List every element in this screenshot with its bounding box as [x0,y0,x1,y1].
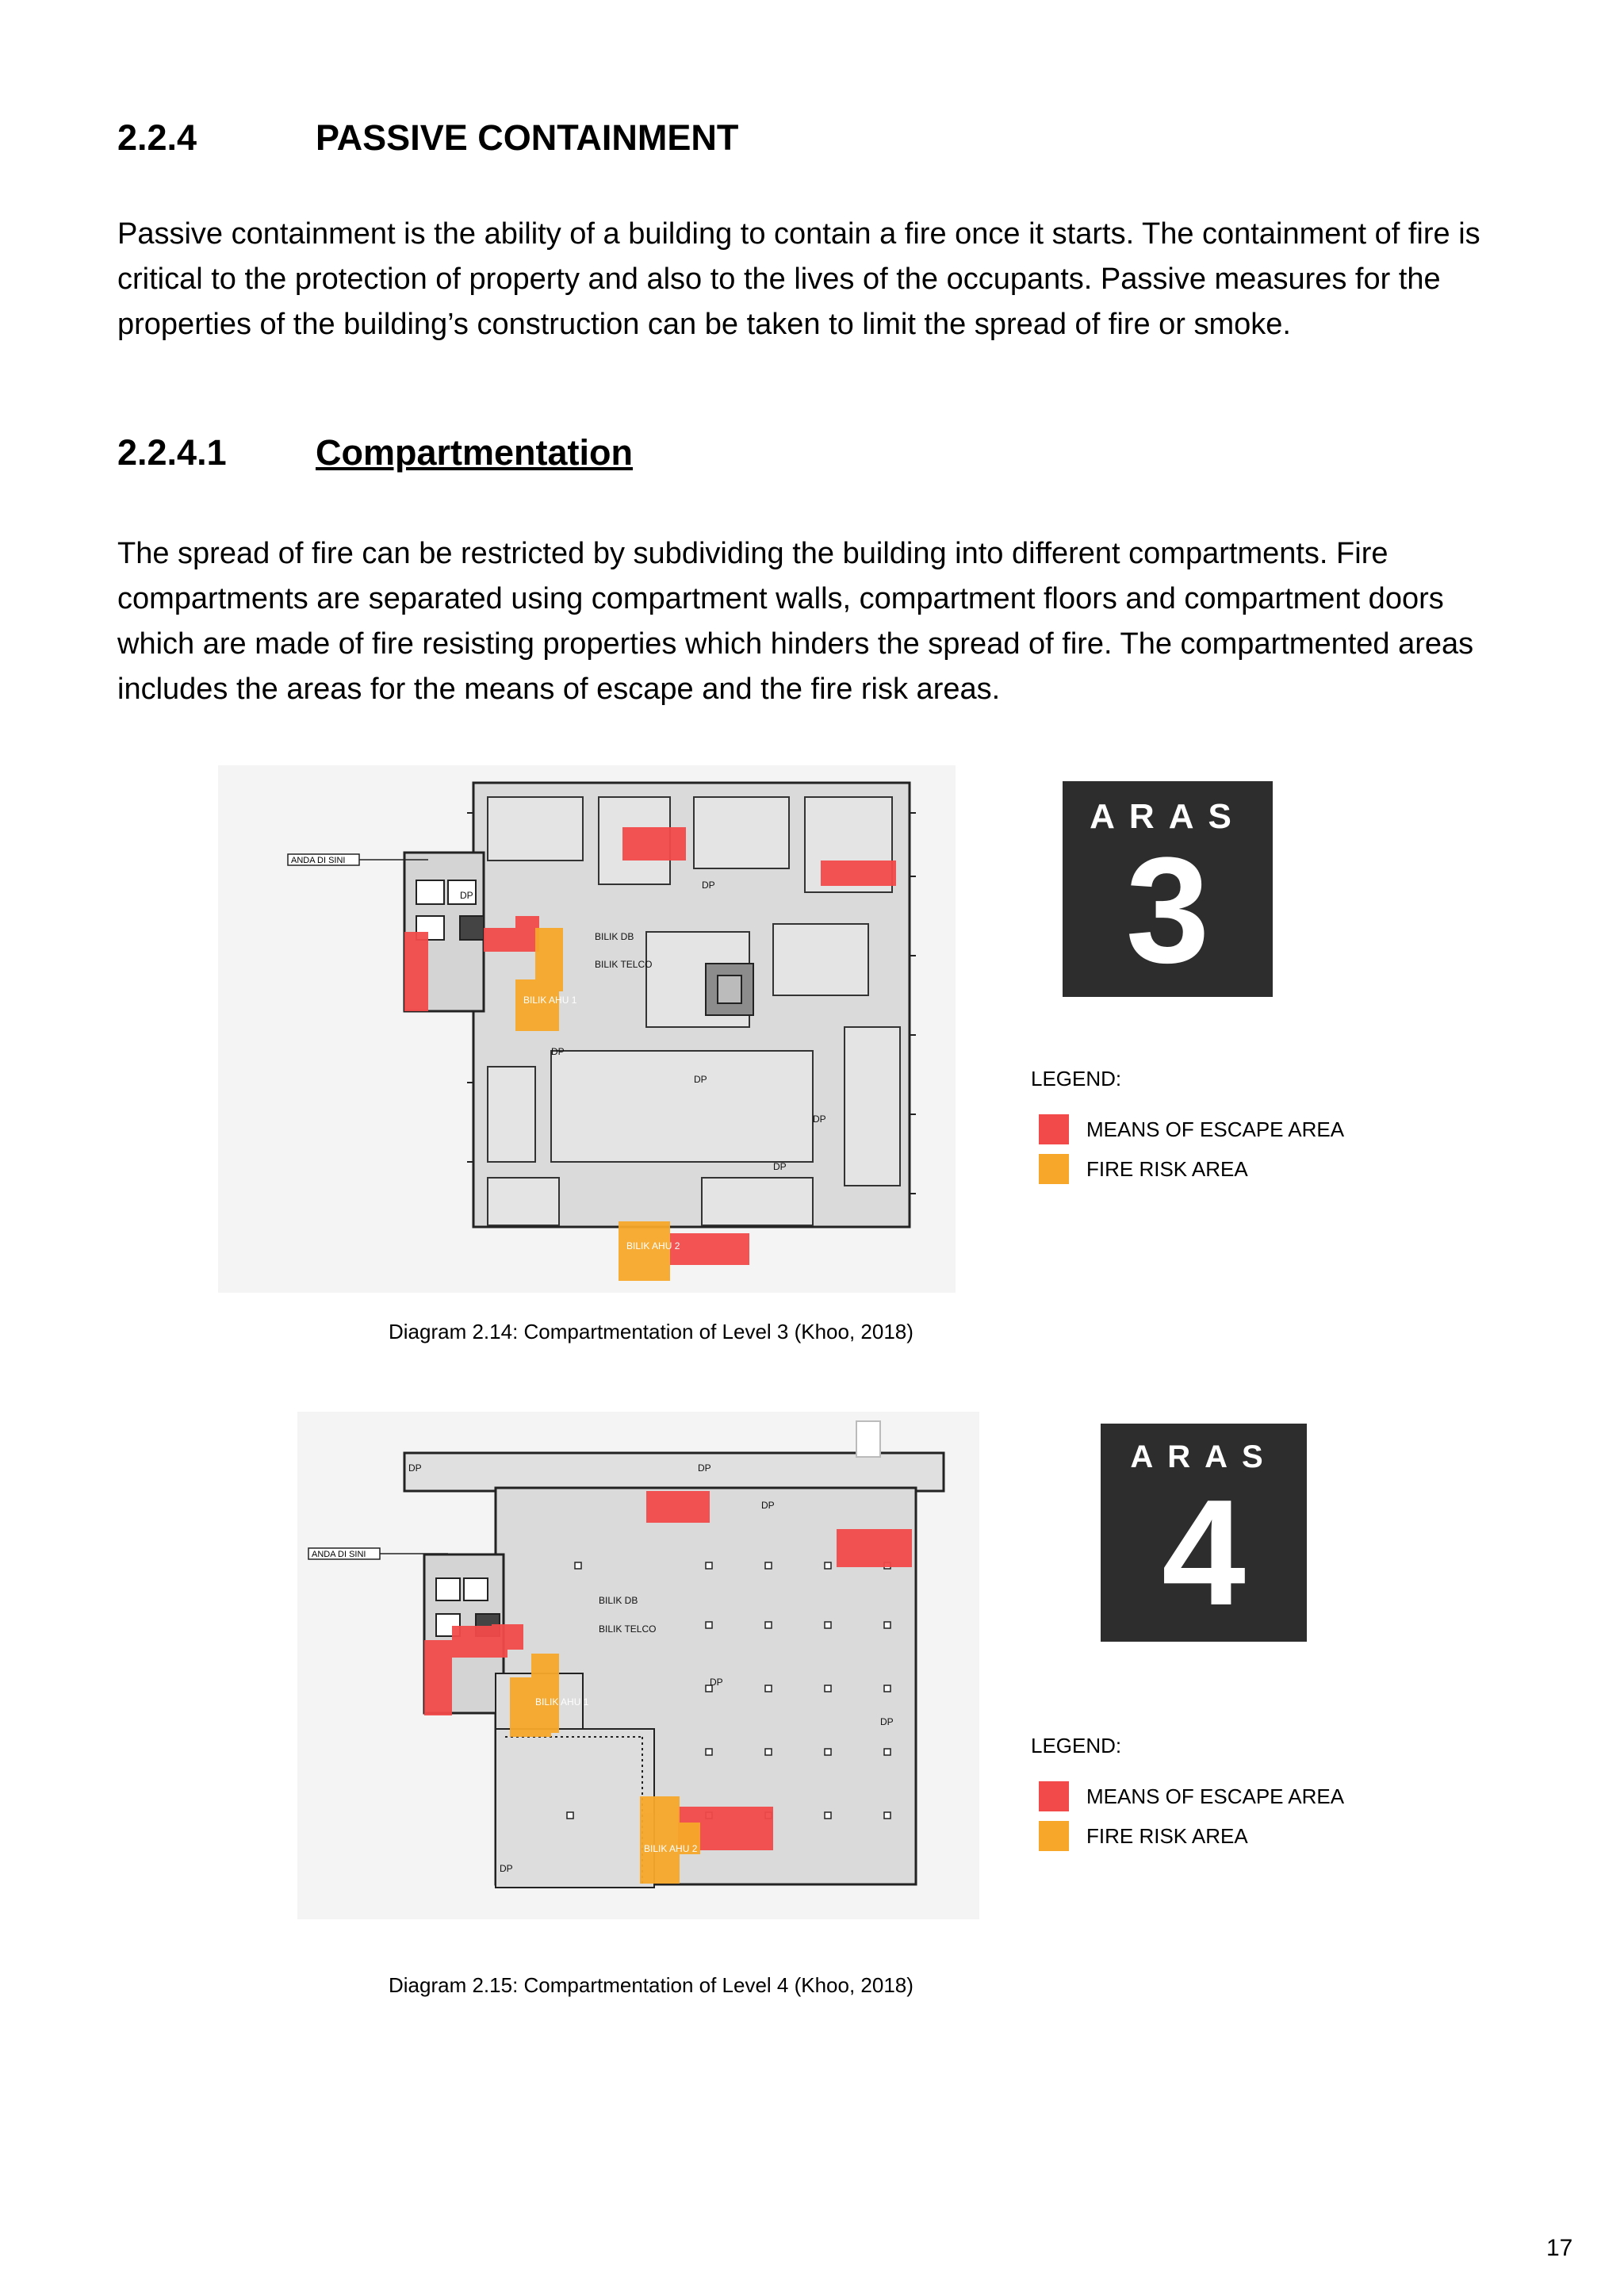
dp-label: DP [698,1462,711,1474]
dp-label: DP [408,1462,422,1474]
legend-item-escape [1039,1114,1344,1145]
legend-label-fire-risk: FIRE RISK AREA [1086,1823,1248,1848]
dp-label: DP [710,1677,723,1688]
legend-level-4 [1031,1734,1344,1860]
dp-label: DP [500,1863,513,1874]
subsection-heading [117,432,633,473]
caption-diagram-2-15: Diagram 2.15: Compartmentation of Level 4 (Khoo, 2018) [389,1973,914,1997]
floor-plan-level-3 [218,765,956,1293]
dp-label: DP [460,890,473,901]
level-sign-number: 4 [1162,1469,1246,1637]
dp-label: DP [761,1500,775,1511]
legend-item-fire-risk [1039,1820,1344,1852]
bilik-telco-label: BILIK TELCO [595,959,653,970]
paragraph-passive-containment: Passive containment is the ability of a building to contain a fire once it starts. The containment of fire is critical to the protection of property and also to the lives of the occupants. Passive measures for the properties of the building’s construction can be taken to limit the spread of fire or smoke. [117,217,1480,341]
page-number: 17 [1546,2235,1573,2261]
section-heading [117,117,738,159]
legend-title: LEGEND: [1031,1734,1122,1757]
legend-swatch-fire-risk [1039,1154,1069,1184]
bilik-db-label: BILIK DB [595,931,634,942]
legend-label-fire-risk: FIRE RISK AREA [1086,1156,1248,1181]
paragraph-compartmentation: The spread of fire can be restricted by subdividing the building into different compartments. Fire compartments are separated using compartment walls, compartment floors and compartment doors which are made of fire resisting properties which hinders the spread of fire. The compartmented areas includes the areas for the means of escape and the fire risk areas. [117,537,1474,706]
you-are-here-label: ANDA DI SINI [291,856,346,865]
level-sign-word: ARAS [1090,797,1246,836]
legend-label-escape: MEANS OF ESCAPE AREA [1086,1784,1345,1808]
subsection-number: 2.2.4.1 [117,432,227,473]
you-are-here-label: ANDA DI SINI [312,1550,366,1559]
legend-item-escape [1039,1780,1344,1812]
caption-diagram-2-14: Diagram 2.14: Compartmentation of Level 3 (Khoo, 2018) [389,1320,914,1343]
ahu2-label: BILIK AHU 2 [644,1843,698,1854]
section-number: 2.2.4 [117,117,197,158]
ahu1-label: BILIK AHU 1 [523,995,577,1006]
legend-swatch-escape [1039,1781,1069,1811]
legend-label-escape: MEANS OF ESCAPE AREA [1086,1117,1345,1141]
level-sign-word: ARAS [1130,1439,1277,1474]
dp-label: DP [880,1716,894,1727]
level-sign-number: 3 [1125,826,1210,995]
legend-swatch-fire-risk [1039,1821,1069,1851]
dp-label: DP [702,880,715,891]
bilik-telco-label: BILIK TELCO [599,1623,657,1635]
legend-swatch-escape [1039,1114,1069,1144]
dp-label: DP [551,1046,565,1057]
subsection-title: Compartmentation [316,432,634,473]
floor-plan-level-4 [297,1412,979,1919]
level-sign-3 [1063,781,1273,997]
legend-level-3 [1031,1067,1344,1193]
dp-label: DP [773,1161,787,1172]
dp-label: DP [813,1114,826,1125]
ahu1-label: BILIK AHU 1 [535,1696,589,1708]
dp-label: DP [694,1074,707,1085]
legend-item-fire-risk [1039,1153,1344,1185]
legend-title: LEGEND: [1031,1067,1122,1091]
bilik-db-label: BILIK DB [599,1595,638,1606]
level-sign-4 [1101,1424,1307,1642]
section-title: PASSIVE CONTAINMENT [316,117,739,158]
ahu2-label: BILIK AHU 2 [626,1240,680,1251]
